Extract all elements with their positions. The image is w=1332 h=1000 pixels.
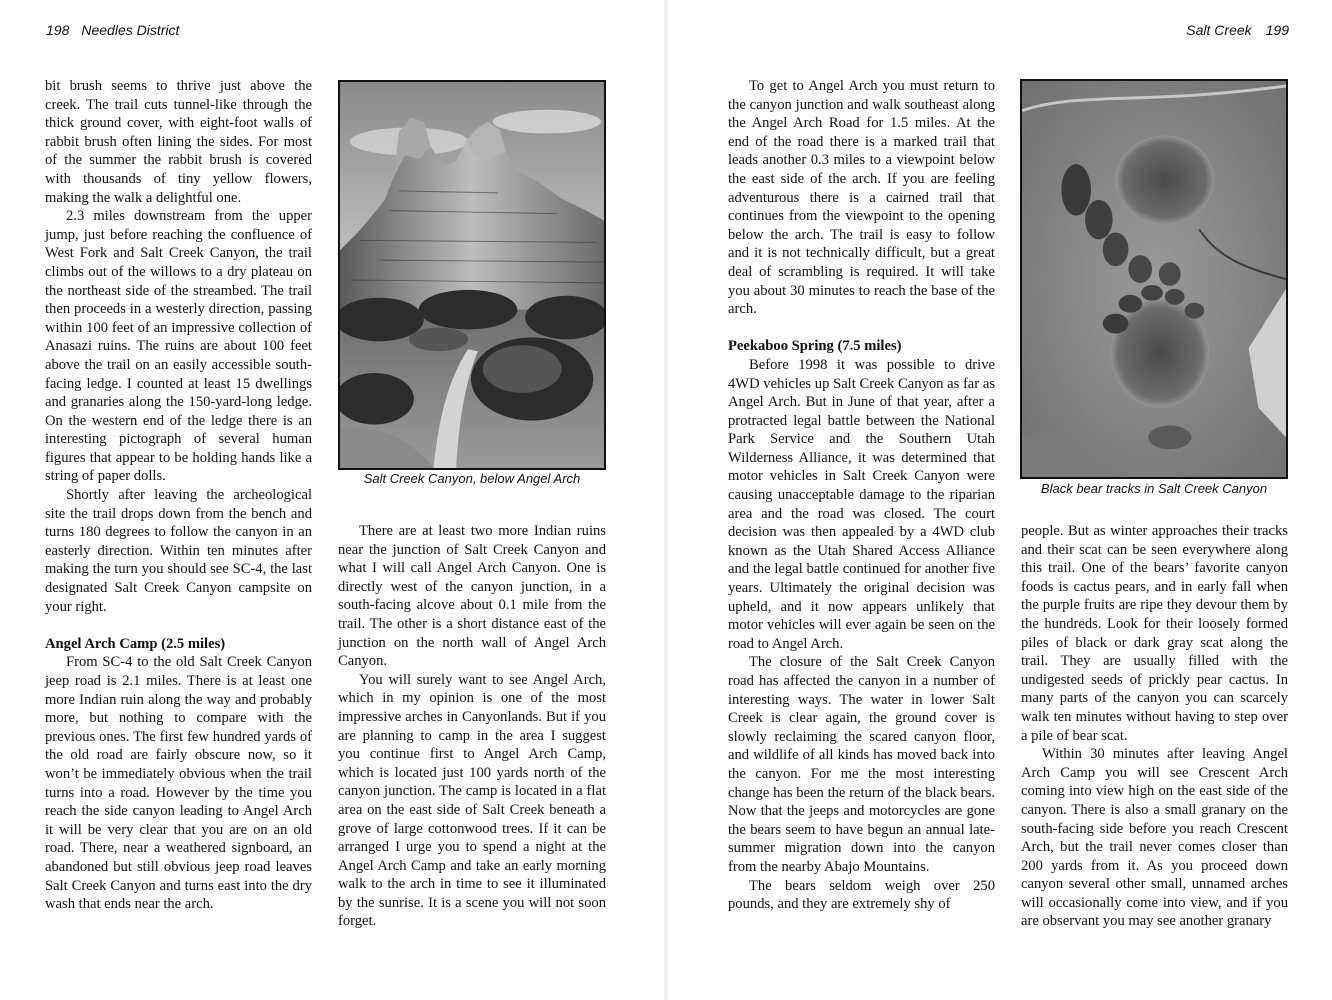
black-bear-tracks-photo: [1020, 79, 1288, 479]
bear-tracks-image: [1022, 81, 1286, 477]
right-page-column-2: [1021, 522, 1288, 931]
body-paragraph: Before 1998 it was possible to drive 4WD vehicles up Salt Creek Canyon as far as Angel Arch. But in June of that year, after a protracted legal battle between the National Park Service and the Southern Utah Wilderness Alliance, it was determined that motor vehicles in Salt Creek Canyon were causing unacceptable damage to the riparian area and the road was closed. The court decision was then appealed by a 4WD club known as the Utah Shared Access Alliance and the legal battle continued for another five years. Ultimately the original decision was upheld, and it now appears unlikely that motor vehicles will ever again be seen on the road to Angel Arch.: [728, 356, 995, 652]
body-paragraph: The bears seldom weigh over 250 pounds, and they are extremely shy of: [728, 877, 995, 913]
body-paragraph: To get to Angel Arch you must return to the canyon junction and walk southeast along the Angel Arch Road for 1.5 miles. At the end of the road there is a marked trail that leads another 0.3 miles to a viewpoint below the east side of the arch. If you are feeling adventurous there is a cairned trail that continues from the viewpoint to the opening below the arch. The trail is easy to follow and it is not technically difficult, but a great deal of scrambling is required. It will take you about 30 minutes to reach the base of the arch.: [728, 78, 995, 318]
body-paragraph: There are at least two more Indian ruins near the junction of Salt Creek Canyon and what I will call Angel Arch Canyon. One is directly west of the canyon junction, in a south-facing alcove about 0.1 mile from the trail. The other is a short distance east of the junction on the north wall of Angel Arch Canyon.: [338, 523, 606, 670]
black-bear-tracks-caption: Black bear tracks in Salt Creek Canyon: [1040, 481, 1268, 496]
body-paragraph: You will surely want to see Angel Arch, which in my opinion is one of the most impressive arches in Canyonlands. But if you are planning to camp in the area I suggest you continue first to Angel Arch Camp, which is located just 100 yards north of the canyon junction. The camp is located in a flat area on the east side of Salt Creek beneath a grove of large cottonwood trees. If it can be arranged I urge you to spend a night at the Angel Arch Camp and take an early morning walk to the arch in time to see it illuminated by the sunrise. It is a scene you will not soon forget.: [338, 671, 606, 930]
paragraph-spacer: [728, 319, 995, 338]
left-page-column-2: [338, 522, 606, 931]
body-paragraph: From SC-4 to the old Salt Creek Canyon jeep road is 2.1 miles. There is at least one more Indian ruin along the way and probably more, but nothing to compare with the previous ones. The first few hundred yards of the old road are fairly obscure now, so it won’t be immediately obvious when the trail turns into a road. However by the time you reach the side canyon leading to Angel Arch it will be very clear that you are on an old road. There, near a weathered signboard, an abandoned but still obvious jeep road leaves Salt Creek Canyon and turns east into the dry wash that ends near the arch.: [45, 654, 312, 913]
left-running-title: Needles District: [81, 22, 180, 38]
body-paragraph: The closure of the Salt Creek Canyon road has affected the canyon in a number of interesting ways. The water in lower Salt Creek is clear again, the ground cover is slowly reclaiming the scared canyon floor, and wildlife of all kinds has moved back into the canyon. For me the most interesting change has been the return of the black bears. Now that the jeeps and motorcycles are gone the bears seem to have begun an annual late-summer migration down into the canyon from the nearby Abajo Mountains.: [728, 654, 995, 875]
right-running-head: [1186, 22, 1289, 38]
body-paragraph: 2.3 miles downstream from the upper jump, just before reaching the confluence of West Fork and Salt Creek Canyon, the trail climbs out of the willows to a dry plateau on the northeast side of the streambed. The trail then proceeds in a westerly direction, passing within 100 feet of an impressive collection of Anasazi ruins. The ruins are about 100 feet above the trail on an easily accessible south-facing ledge. I counted at least 15 dwellings and granaries along the 150-yard-long ledge. On the western end of the ledge there is an interesting pictograph of several human figures that appear to be holding hands like a string of paper dolls.: [45, 208, 312, 485]
right-running-title: Salt Creek: [1186, 22, 1252, 38]
right-page-column-1: [728, 77, 995, 914]
body-paragraph: Within 30 minutes after leaving Angel Arch Camp you will see Crescent Arch coming into view high on the east side of the canyon. There is also a small granary on the south-facing side before you reach Crescent Arch, but the trail never comes closer than 200 yards from it. As you proceed down canyon several other small, unnamed arches will occasionally come into view, and if you are observant you may see another granary: [1021, 746, 1288, 930]
left-page-column-1: [45, 77, 312, 914]
right-page-number: 199: [1265, 22, 1289, 38]
section-heading: Angel Arch Camp (2.5 miles): [45, 635, 226, 652]
paragraph-spacer: [45, 616, 312, 635]
salt-creek-canyon-photo: [338, 80, 606, 470]
body-paragraph: people. But as winter approaches their tracks and their scat can be seen everywhere along this trail. One of the bears’ favorite canyon foods is cactus pears, and in early fall when the purple fruits are ripe they devour them by the hundreds. Look for their loosely formed piles of black or dark gray scat along the trail. They are usually filled with the undigested seeds of prickly pear cactus. In many parts of the canyon you can scarcely walk ten minutes without having to step over a pile of bear scat.: [1021, 523, 1288, 744]
sandstone-spires-image: [340, 82, 604, 468]
body-paragraph: Shortly after leaving the archeological site the trail drops down from the bench and turns 180 degrees to follow the canyon in an easterly direction. Within ten minutes after making the turn you should see SC-4, the last designated Salt Creek Canyon campsite on your right.: [45, 487, 312, 615]
left-page-number: 198: [46, 22, 70, 38]
body-paragraph: bit brush seems to thrive just above the creek. The trail cuts tunnel-like through the thick ground cover, with eight-foot walls of rabbit brush often lining the sides. For most of the summer the rabbit brush is covered with thousands of tiny yellow flowers, making the walk a delightful one.: [45, 78, 312, 206]
right-page: [666, 0, 1332, 1000]
left-running-head: [46, 22, 179, 38]
salt-creek-canyon-caption: Salt Creek Canyon, below Angel Arch: [363, 471, 581, 486]
section-heading: Peekaboo Spring (7.5 miles): [728, 338, 902, 355]
